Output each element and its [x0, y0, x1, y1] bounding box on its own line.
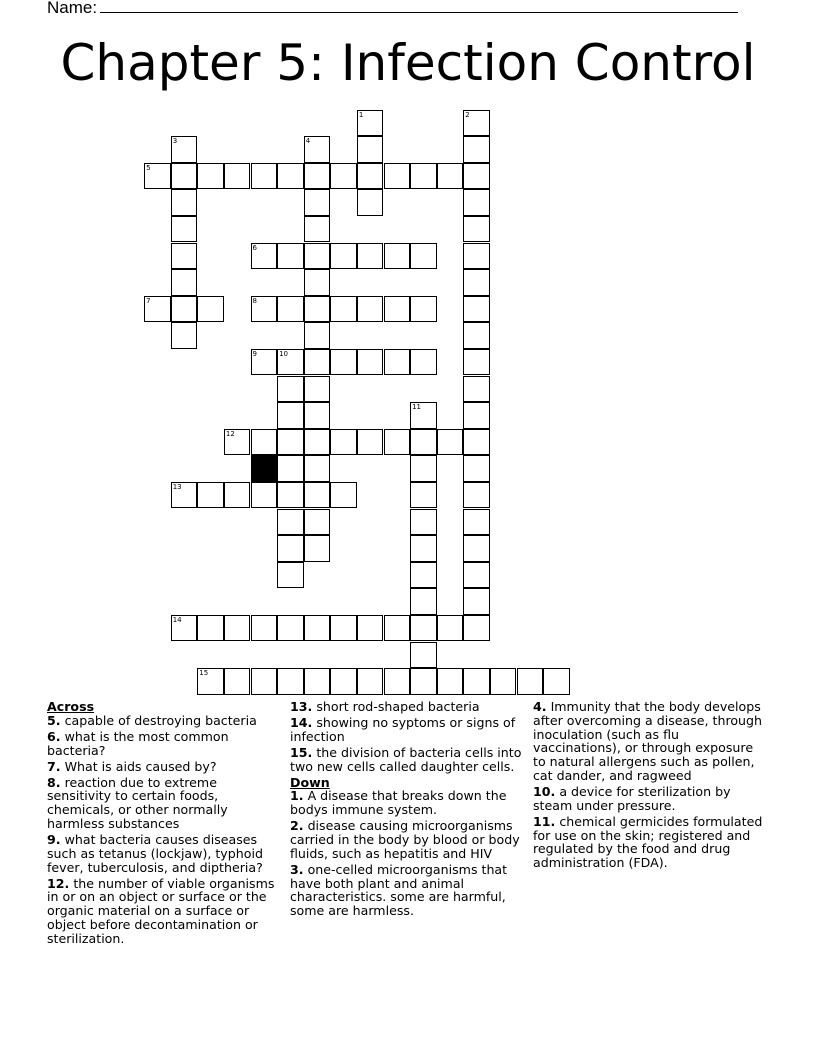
grid-cell[interactable]	[330, 429, 357, 456]
grid-cell[interactable]	[197, 163, 224, 190]
clue	[533, 700, 767, 783]
grid-cell[interactable]	[437, 615, 464, 642]
grid-cell[interactable]	[197, 615, 224, 642]
clue-number: 6	[252, 243, 257, 252]
grid-cell[interactable]	[277, 349, 304, 376]
clue-number-label: 12.	[47, 875, 70, 891]
grid-cell[interactable]	[277, 562, 304, 589]
grid-cell[interactable]	[171, 189, 198, 216]
grid-cell[interactable]	[304, 136, 331, 163]
grid-cell[interactable]	[224, 163, 251, 190]
grid-cell[interactable]	[410, 588, 437, 615]
grid-cell[interactable]	[330, 163, 357, 190]
clue-number-label: 5.	[47, 712, 61, 728]
grid-cell[interactable]	[304, 482, 331, 509]
grid-cell[interactable]	[410, 615, 437, 642]
grid-cell[interactable]	[410, 455, 437, 482]
clue-number-label: 6.	[47, 728, 61, 744]
grid-cell[interactable]	[304, 243, 331, 270]
grid-cell[interactable]	[330, 668, 357, 695]
grid-cell[interactable]	[437, 429, 464, 456]
grid-cell[interactable]	[330, 615, 357, 642]
grid-cell[interactable]	[410, 642, 437, 669]
grid-cell[interactable]	[304, 402, 331, 429]
grid-cell[interactable]	[357, 110, 384, 137]
grid-cell[interactable]	[171, 136, 198, 163]
clue-number-label: 2.	[290, 818, 304, 834]
grid-cell[interactable]	[357, 189, 384, 216]
grid-cell[interactable]	[410, 562, 437, 589]
grid-cell[interactable]	[463, 163, 490, 190]
clue-column-1	[47, 700, 281, 948]
grid-cell[interactable]	[410, 402, 437, 429]
grid-cell[interactable]	[410, 296, 437, 323]
black-cell	[251, 455, 278, 482]
clue-text: chemical germicides formulated for use on the skin; registered and regulated by the food and drug administration (FDA).	[533, 813, 763, 871]
grid-cell[interactable]	[437, 163, 464, 190]
grid-cell[interactable]	[171, 163, 198, 190]
grid-cell[interactable]	[463, 216, 490, 243]
clue	[290, 716, 524, 744]
grid-cell[interactable]	[463, 588, 490, 615]
grid-cell[interactable]	[224, 482, 251, 509]
grid-cell[interactable]	[304, 509, 331, 536]
grid-cell[interactable]	[463, 322, 490, 349]
grid-cell[interactable]	[410, 509, 437, 536]
grid-cell[interactable]	[463, 243, 490, 270]
clue-number: 2	[465, 110, 470, 119]
clue	[290, 789, 524, 817]
clue-number-label: 11.	[533, 813, 556, 829]
grid-cell[interactable]	[384, 243, 411, 270]
grid-cell[interactable]	[384, 296, 411, 323]
grid-cell[interactable]	[277, 668, 304, 695]
grid-cell[interactable]	[171, 296, 198, 323]
clue	[290, 819, 524, 860]
grid-cell[interactable]	[384, 349, 411, 376]
grid-cell[interactable]	[197, 482, 224, 509]
grid-cell[interactable]	[277, 482, 304, 509]
clue-number-label: 13.	[290, 699, 313, 714]
grid-cell[interactable]	[384, 668, 411, 695]
grid-cell[interactable]	[251, 482, 278, 509]
clue-number-label: 4.	[533, 699, 547, 714]
grid-cell[interactable]	[277, 535, 304, 562]
clue-column-2	[290, 700, 524, 920]
clue-number-label: 14.	[290, 714, 313, 730]
clue-number: 12	[225, 429, 235, 438]
clue	[47, 730, 281, 758]
grid-cell[interactable]	[463, 136, 490, 163]
grid-cell[interactable]	[410, 535, 437, 562]
grid-cell[interactable]	[463, 296, 490, 323]
grid-cell[interactable]	[304, 376, 331, 403]
clue-text: a device for sterilization by steam under pressure.	[533, 783, 731, 813]
clue	[290, 863, 524, 918]
grid-cell[interactable]	[304, 429, 331, 456]
grid-cell[interactable]	[543, 668, 570, 695]
grid-cell[interactable]	[144, 163, 171, 190]
grid-cell[interactable]	[251, 668, 278, 695]
clue-number-label: 15.	[290, 744, 313, 760]
grid-cell[interactable]	[410, 349, 437, 376]
grid-cell[interactable]	[197, 668, 224, 695]
grid-cell[interactable]	[330, 296, 357, 323]
grid-cell[interactable]	[517, 668, 544, 695]
grid-cell[interactable]	[357, 243, 384, 270]
clue-number-label: 7.	[47, 758, 61, 774]
grid-cell[interactable]	[357, 296, 384, 323]
grid-cell[interactable]	[304, 615, 331, 642]
grid-cell[interactable]	[171, 615, 198, 642]
grid-cell[interactable]	[357, 429, 384, 456]
clue-number: 14	[172, 615, 182, 624]
page-title: Chapter 5: Infection Control	[60, 34, 756, 92]
clue-number: 9	[252, 349, 257, 358]
grid-cell[interactable]	[304, 455, 331, 482]
grid-cell[interactable]	[463, 482, 490, 509]
grid-cell[interactable]	[410, 482, 437, 509]
grid-cell[interactable]	[410, 163, 437, 190]
clue-number: 8	[252, 296, 257, 305]
grid-cell[interactable]	[463, 269, 490, 296]
clue-text: reaction due to extreme sensitivity to certain foods, chemicals, or other normally harmless substances	[47, 774, 228, 831]
clue-text: what bacteria causes diseases such as tetanus (lockjaw), typhoid fever, tuberculosis, and diptheria?	[47, 831, 263, 875]
clue-text: capable of destroying bacteria	[60, 712, 257, 728]
grid-cell[interactable]	[171, 482, 198, 509]
grid-cell[interactable]	[463, 402, 490, 429]
grid-cell[interactable]	[304, 296, 331, 323]
grid-cell[interactable]	[277, 429, 304, 456]
grid-cell[interactable]	[410, 243, 437, 270]
clue	[47, 714, 281, 728]
grid-cell[interactable]	[384, 163, 411, 190]
grid-cell[interactable]	[410, 668, 437, 695]
grid-cell[interactable]	[251, 296, 278, 323]
clue	[533, 785, 767, 813]
clue-text: short rod-shaped bacteria	[312, 699, 480, 714]
grid-cell[interactable]	[463, 562, 490, 589]
grid-cell[interactable]	[463, 455, 490, 482]
clue-text: What is aids caused by?	[60, 758, 217, 774]
grid-cell[interactable]	[463, 349, 490, 376]
grid-cell[interactable]	[384, 615, 411, 642]
clue-number: 5	[146, 163, 151, 172]
name-label: Name:	[47, 0, 98, 17]
grid-cell[interactable]	[251, 429, 278, 456]
clue-text: disease causing microorganisms carried in the body by blood or body fluids, such as hepatitis and HIV	[290, 818, 520, 861]
grid-cell[interactable]	[277, 455, 304, 482]
clue-column-3	[533, 700, 767, 872]
clue-number: 7	[146, 296, 151, 305]
clue-number: 11	[412, 403, 422, 412]
grid-cell[interactable]	[330, 349, 357, 376]
grid-cell[interactable]	[171, 269, 198, 296]
grid-cell[interactable]	[277, 376, 304, 403]
clue	[47, 877, 281, 946]
grid-cell[interactable]	[463, 110, 490, 137]
grid-cell[interactable]	[304, 216, 331, 243]
grid-cell[interactable]	[410, 429, 437, 456]
grid-cell[interactable]	[463, 615, 490, 642]
clue-number: 13	[172, 482, 182, 491]
grid-cell[interactable]	[224, 668, 251, 695]
grid-cell[interactable]	[463, 509, 490, 536]
clue	[290, 746, 524, 774]
clue-number: 4	[305, 137, 311, 146]
grid-cell[interactable]	[304, 349, 331, 376]
grid-cell[interactable]	[197, 296, 224, 323]
clue-text: Immunity that the body develops after overcoming a disease, through inoculation (such as flu vaccinations), or through exposure to natural allergens such as pollen, cat dander, and ragweed	[533, 699, 763, 783]
grid-cell[interactable]	[357, 163, 384, 190]
grid-cell[interactable]	[277, 402, 304, 429]
clue	[47, 833, 281, 874]
grid-cell[interactable]	[277, 163, 304, 190]
grid-cell[interactable]	[357, 136, 384, 163]
grid-cell[interactable]	[304, 269, 331, 296]
clue-number-label: 10.	[533, 783, 556, 799]
grid-cell[interactable]	[384, 429, 411, 456]
clue-number-label: 1.	[290, 788, 304, 804]
grid-cell[interactable]	[304, 163, 331, 190]
grid-cell[interactable]	[463, 376, 490, 403]
clue-number: 3	[172, 137, 178, 146]
grid-cell[interactable]	[277, 243, 304, 270]
clue	[290, 700, 524, 714]
clue-number: 1	[358, 110, 364, 119]
clue-text: the number of viable organisms in or on an object or surface or the organic material on a surface or object before decontamination or sterilization.	[47, 875, 275, 946]
grid-cell[interactable]	[490, 668, 517, 695]
clue-text: one-celled microorganisms that have both plant and animal characteristics. some are harmful, some are harmless.	[290, 861, 508, 919]
grid-cell[interactable]	[357, 615, 384, 642]
clue	[533, 815, 767, 870]
grid-cell[interactable]	[463, 429, 490, 456]
grid-cell[interactable]	[251, 615, 278, 642]
grid-cell[interactable]	[277, 615, 304, 642]
grid-cell[interactable]	[251, 243, 278, 270]
grid-cell[interactable]	[357, 349, 384, 376]
grid-cell[interactable]	[171, 216, 198, 243]
grid-cell[interactable]	[277, 509, 304, 536]
down-heading: Down	[290, 774, 330, 790]
clue-text: A disease that breaks down the bodys immune system.	[290, 788, 507, 818]
grid-cell[interactable]	[251, 163, 278, 190]
grid-cell[interactable]	[277, 296, 304, 323]
clue-text: the division of bacteria cells into two new cells called daughter cells.	[290, 744, 522, 774]
grid-cell[interactable]	[330, 243, 357, 270]
clue	[47, 760, 281, 774]
grid-cell[interactable]	[251, 349, 278, 376]
grid-cell[interactable]	[171, 243, 198, 270]
grid-cell[interactable]	[304, 668, 331, 695]
grid-cell[interactable]	[463, 189, 490, 216]
clue-text: showing no syptoms or signs of infection	[290, 714, 516, 744]
grid-cell[interactable]	[144, 296, 171, 323]
clue	[47, 776, 281, 831]
grid-cell[interactable]	[437, 668, 464, 695]
clue-number-label: 3.	[290, 861, 304, 877]
grid-cell[interactable]	[171, 322, 198, 349]
grid-cell[interactable]	[304, 535, 331, 562]
grid-cell[interactable]	[357, 668, 384, 695]
across-heading: Across	[47, 699, 95, 714]
grid-cell[interactable]	[304, 322, 331, 349]
clue-number: 15	[199, 669, 209, 678]
clue-text: what is the most common bacteria?	[47, 728, 229, 758]
grid-cell[interactable]	[224, 615, 251, 642]
grid-cell[interactable]	[304, 189, 331, 216]
grid-cell[interactable]	[224, 429, 251, 456]
clue-number-label: 8.	[47, 774, 61, 790]
grid-cell[interactable]	[463, 668, 490, 695]
grid-cell[interactable]	[463, 535, 490, 562]
grid-cell[interactable]	[330, 482, 357, 509]
clue-number-label: 9.	[47, 831, 61, 847]
clue-number: 10	[279, 349, 289, 358]
